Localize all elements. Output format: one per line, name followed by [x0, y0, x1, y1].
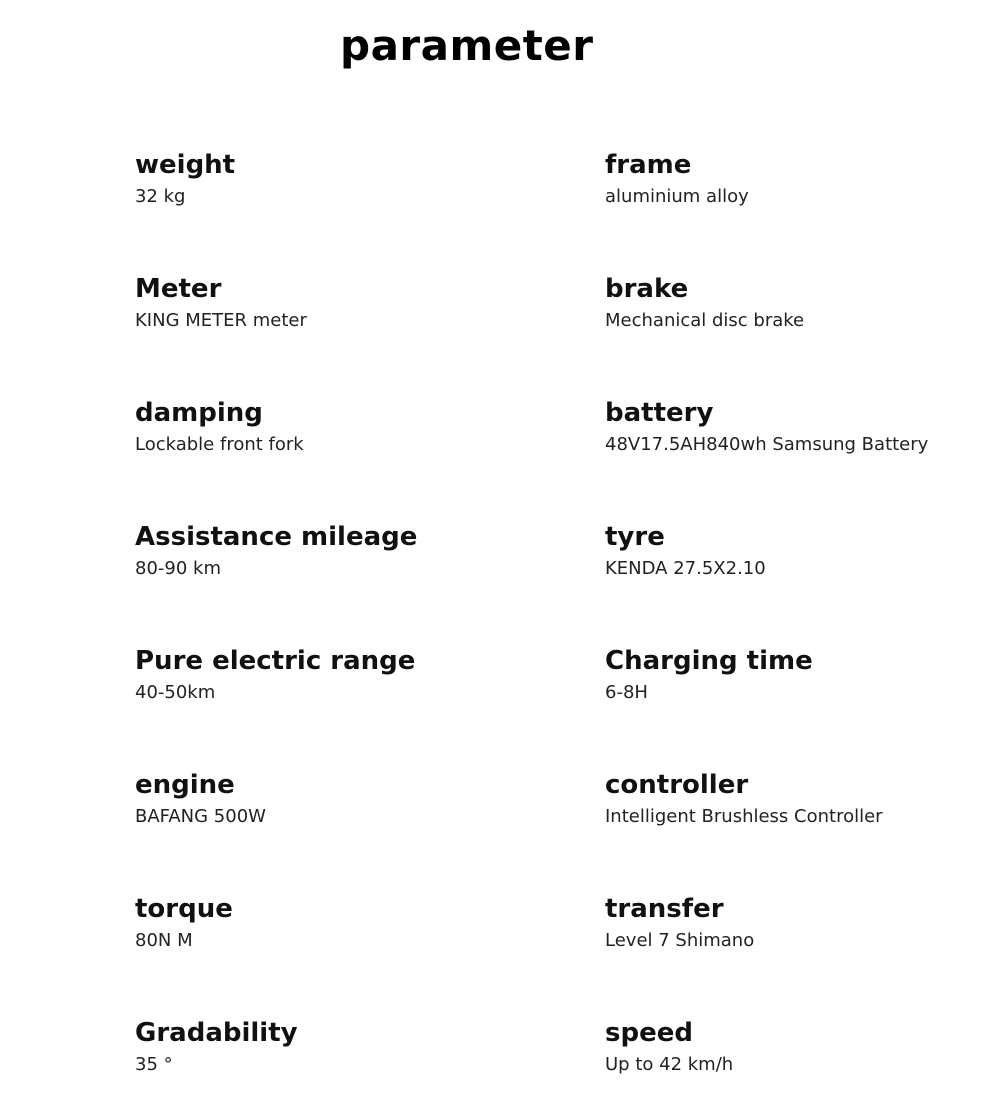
spec-label: damping — [135, 398, 263, 428]
spec-speed — [605, 1018, 995, 1076]
spec-value: 40-50km — [135, 682, 216, 703]
spec-value: BAFANG 500W — [135, 806, 266, 827]
spec-label: engine — [135, 770, 235, 800]
spec-value: Level 7 Shimano — [605, 930, 755, 951]
spec-label: brake — [605, 274, 689, 304]
spec-label: frame — [605, 150, 692, 180]
spec-label: battery — [605, 398, 714, 428]
spec-value: Lockable front fork — [135, 434, 304, 455]
spec-value: Up to 42 km/h — [605, 1054, 734, 1075]
spec-value: KING METER meter — [135, 310, 307, 331]
spec-label: Charging time — [605, 646, 813, 676]
spec-value: KENDA 27.5X2.10 — [605, 558, 766, 579]
spec-value: aluminium alloy — [605, 186, 749, 207]
spec-value: 32 kg — [135, 186, 186, 207]
spec-gradability — [135, 1018, 525, 1076]
spec-meter — [135, 274, 525, 332]
spec-torque — [135, 894, 525, 952]
spec-label: weight — [135, 150, 236, 180]
spec-label: Meter — [135, 274, 222, 304]
spec-assistance-mileage — [135, 522, 525, 580]
spec-label: torque — [135, 894, 233, 924]
spec-label: Gradability — [135, 1018, 298, 1048]
spec-value: 80-90 km — [135, 558, 221, 579]
spec-weight — [135, 150, 525, 208]
spec-label: speed — [605, 1018, 693, 1048]
spec-label: Pure electric range — [135, 646, 416, 676]
spec-damping — [135, 398, 525, 456]
spec-brake — [605, 274, 995, 332]
page-title: parameter — [340, 21, 594, 70]
spec-value: Intelligent Brushless Controller — [605, 806, 883, 827]
spec-transfer — [605, 894, 995, 952]
spec-engine — [135, 770, 525, 828]
spec-pure-electric-range — [135, 646, 525, 704]
spec-battery — [605, 398, 995, 456]
spec-label: transfer — [605, 894, 724, 924]
spec-label: tyre — [605, 522, 665, 552]
spec-label: controller — [605, 770, 749, 800]
spec-charging-time — [605, 646, 995, 704]
spec-value: Mechanical disc brake — [605, 310, 805, 331]
spec-value: 80N M — [135, 930, 193, 951]
spec-controller — [605, 770, 995, 828]
spec-value: 48V17.5AH840wh Samsung Battery — [605, 434, 929, 455]
spec-frame — [605, 150, 995, 208]
spec-value: 35 ° — [135, 1054, 173, 1075]
spec-label: Assistance mileage — [135, 522, 418, 552]
spec-tyre — [605, 522, 995, 580]
spec-value: 6-8H — [605, 682, 648, 703]
